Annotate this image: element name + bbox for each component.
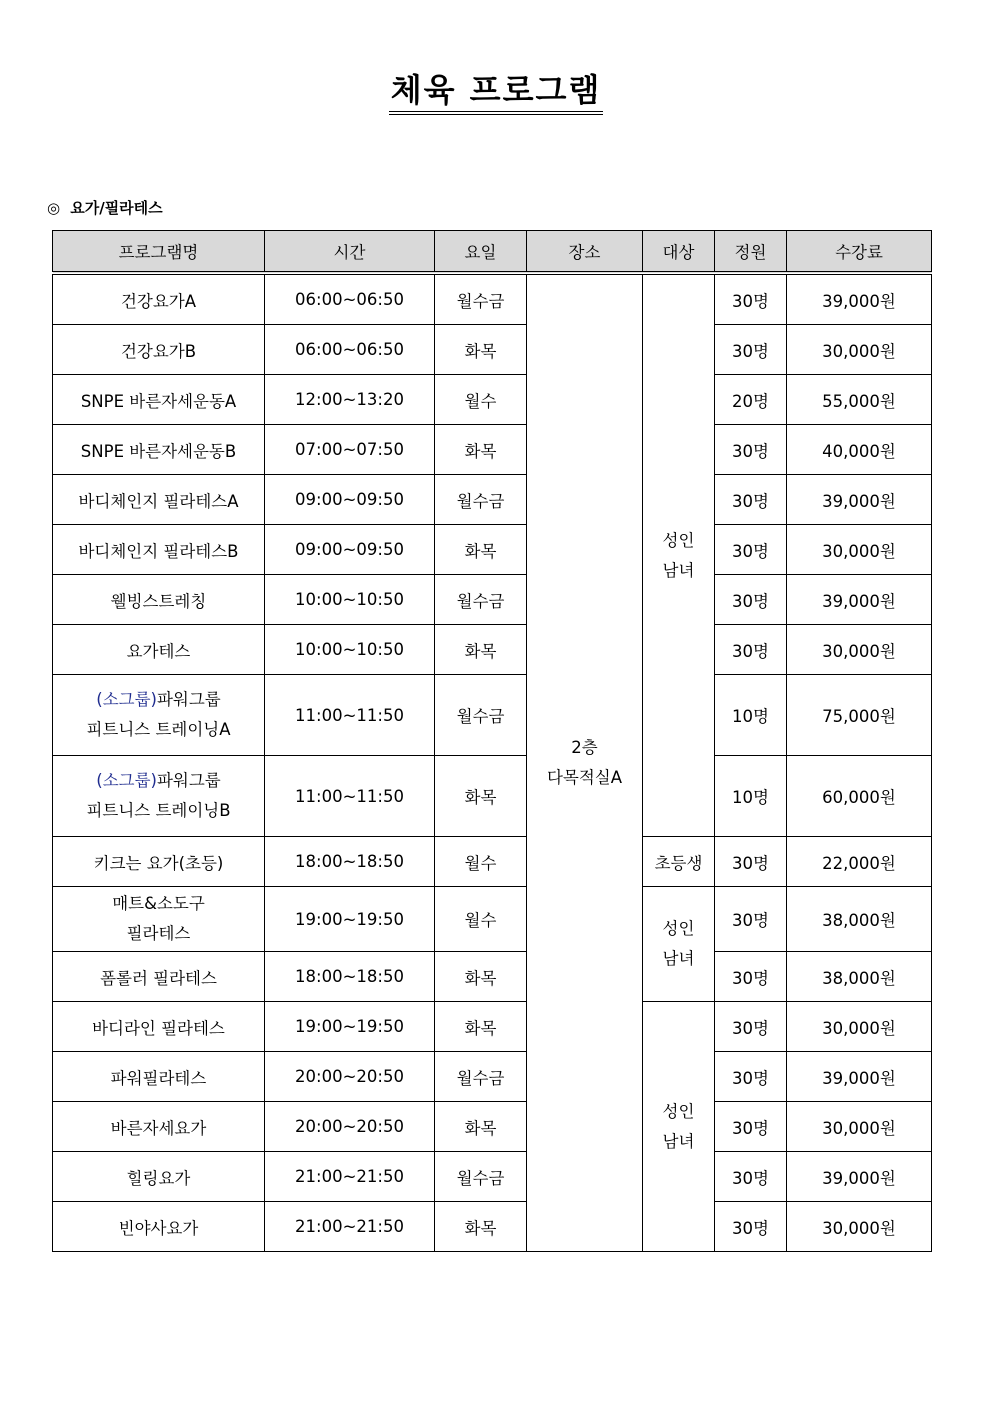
days-cell: 월수: [435, 837, 527, 887]
fee-cell: 40,000원: [787, 425, 932, 475]
header-program-name: 프로그램명: [53, 231, 265, 274]
time-cell: 06:00~06:50: [265, 273, 435, 325]
program-table: [52, 230, 932, 1252]
program-name: SNPE 바른자세운동A: [53, 375, 265, 425]
days-cell: 월수금: [435, 575, 527, 625]
time-cell: 19:00~19:50: [265, 1002, 435, 1052]
fee-cell: 39,000원: [787, 1152, 932, 1202]
program-name: 요가테스: [53, 625, 265, 675]
fee-cell: 38,000원: [787, 952, 932, 1002]
table-row: [53, 1002, 932, 1052]
days-cell: 월수: [435, 375, 527, 425]
fee-cell: 39,000원: [787, 575, 932, 625]
table-row: [53, 625, 932, 675]
days-cell: 화목: [435, 756, 527, 837]
time-cell: 19:00~19:50: [265, 887, 435, 952]
fee-cell: 39,000원: [787, 273, 932, 325]
days-cell: 화목: [435, 525, 527, 575]
capacity-cell: 10명: [715, 675, 787, 756]
time-cell: 09:00~09:50: [265, 475, 435, 525]
fee-cell: 75,000원: [787, 675, 932, 756]
header-time: 시간: [265, 231, 435, 274]
days-cell: 월수금: [435, 675, 527, 756]
program-name: 키크는 요가(초등): [53, 837, 265, 887]
fee-cell: 39,000원: [787, 475, 932, 525]
capacity-cell: 20명: [715, 375, 787, 425]
table-row: [53, 952, 932, 1002]
time-cell: 21:00~21:50: [265, 1202, 435, 1252]
program-name: 바디체인지 필라테스A: [53, 475, 265, 525]
fee-cell: 55,000원: [787, 375, 932, 425]
capacity-cell: 30명: [715, 1102, 787, 1152]
capacity-cell: 30명: [715, 952, 787, 1002]
header-target: 대상: [643, 231, 715, 274]
table-row: [53, 1102, 932, 1152]
table-row: [53, 273, 932, 325]
time-cell: 06:00~06:50: [265, 325, 435, 375]
program-name: (소그룹)파워그룹 피트니스 트레이닝A: [53, 675, 265, 756]
program-name: 매트&소도구 필라테스: [53, 887, 265, 952]
fee-cell: 30,000원: [787, 525, 932, 575]
program-name: (소그룹)파워그룹 피트니스 트레이닝B: [53, 756, 265, 837]
days-cell: 화목: [435, 625, 527, 675]
days-cell: 월수금: [435, 273, 527, 325]
header-capacity: 정원: [715, 231, 787, 274]
table-row: [53, 837, 932, 887]
table-row: [53, 887, 932, 952]
section-heading: [47, 197, 163, 218]
capacity-cell: 30명: [715, 475, 787, 525]
time-cell: 12:00~13:20: [265, 375, 435, 425]
program-name: 바른자세요가: [53, 1102, 265, 1152]
fee-cell: 30,000원: [787, 1002, 932, 1052]
capacity-cell: 30명: [715, 837, 787, 887]
program-name: 바디라인 필라테스: [53, 1002, 265, 1052]
table-row: [53, 375, 932, 425]
days-cell: 월수금: [435, 1152, 527, 1202]
time-cell: 09:00~09:50: [265, 525, 435, 575]
section-label: 요가/필라테스: [70, 199, 163, 217]
time-cell: 18:00~18:50: [265, 952, 435, 1002]
capacity-cell: 30명: [715, 425, 787, 475]
days-cell: 월수: [435, 887, 527, 952]
capacity-cell: 30명: [715, 1152, 787, 1202]
capacity-cell: 10명: [715, 756, 787, 837]
days-cell: 화목: [435, 1002, 527, 1052]
time-cell: 11:00~11:50: [265, 675, 435, 756]
days-cell: 월수금: [435, 1052, 527, 1102]
location-cell: 2층 다목적실A: [527, 273, 643, 1252]
capacity-cell: 30명: [715, 325, 787, 375]
fee-cell: 30,000원: [787, 1202, 932, 1252]
program-name: 건강요가A: [53, 273, 265, 325]
time-cell: 20:00~20:50: [265, 1052, 435, 1102]
capacity-cell: 30명: [715, 525, 787, 575]
days-cell: 월수금: [435, 475, 527, 525]
fee-cell: 30,000원: [787, 1102, 932, 1152]
capacity-cell: 30명: [715, 1052, 787, 1102]
capacity-cell: 30명: [715, 887, 787, 952]
time-cell: 21:00~21:50: [265, 1152, 435, 1202]
capacity-cell: 30명: [715, 1002, 787, 1052]
target-cell: 성인 남녀: [643, 273, 715, 837]
program-name: 파워필라테스: [53, 1052, 265, 1102]
days-cell: 화목: [435, 425, 527, 475]
program-name: 바디체인지 필라테스B: [53, 525, 265, 575]
days-cell: 화목: [435, 1202, 527, 1252]
fee-cell: 22,000원: [787, 837, 932, 887]
fee-cell: 38,000원: [787, 887, 932, 952]
time-cell: 18:00~18:50: [265, 837, 435, 887]
header-location: 장소: [527, 231, 643, 274]
time-cell: 20:00~20:50: [265, 1102, 435, 1152]
small-group-tag: (소그룹): [96, 771, 157, 790]
target-cell: 성인 남녀: [643, 1002, 715, 1252]
table-row: [53, 675, 932, 756]
days-cell: 화목: [435, 952, 527, 1002]
capacity-cell: 30명: [715, 575, 787, 625]
program-name: 빈야사요가: [53, 1202, 265, 1252]
table-row: [53, 575, 932, 625]
time-cell: 07:00~07:50: [265, 425, 435, 475]
fee-cell: 30,000원: [787, 625, 932, 675]
days-cell: 화목: [435, 1102, 527, 1152]
capacity-cell: 30명: [715, 625, 787, 675]
fee-cell: 39,000원: [787, 1052, 932, 1102]
table-row: [53, 425, 932, 475]
days-cell: 화목: [435, 325, 527, 375]
small-group-tag: (소그룹): [96, 690, 157, 709]
header-days: 요일: [435, 231, 527, 274]
program-name: 폼롤러 필라테스: [53, 952, 265, 1002]
table-row: [53, 475, 932, 525]
program-name: SNPE 바른자세운동B: [53, 425, 265, 475]
program-name: 힐링요가: [53, 1152, 265, 1202]
header-fee: 수강료: [787, 231, 932, 274]
table-row: [53, 756, 932, 837]
program-name: 웰빙스트레칭: [53, 575, 265, 625]
table-header-row: [53, 231, 932, 274]
target-cell: 초등생: [643, 837, 715, 887]
double-circle-icon: ◎: [47, 199, 61, 217]
table-row: [53, 1152, 932, 1202]
table-row: [53, 525, 932, 575]
table-row: [53, 1202, 932, 1252]
capacity-cell: 30명: [715, 273, 787, 325]
capacity-cell: 30명: [715, 1202, 787, 1252]
table-row: [53, 1052, 932, 1102]
time-cell: 10:00~10:50: [265, 575, 435, 625]
time-cell: 11:00~11:50: [265, 756, 435, 837]
program-name: 건강요가B: [53, 325, 265, 375]
time-cell: 10:00~10:50: [265, 625, 435, 675]
fee-cell: 30,000원: [787, 325, 932, 375]
table-row: [53, 325, 932, 375]
target-cell: 성인 남녀: [643, 887, 715, 1002]
fee-cell: 60,000원: [787, 756, 932, 837]
page-title: 체육 프로그램: [0, 70, 992, 115]
